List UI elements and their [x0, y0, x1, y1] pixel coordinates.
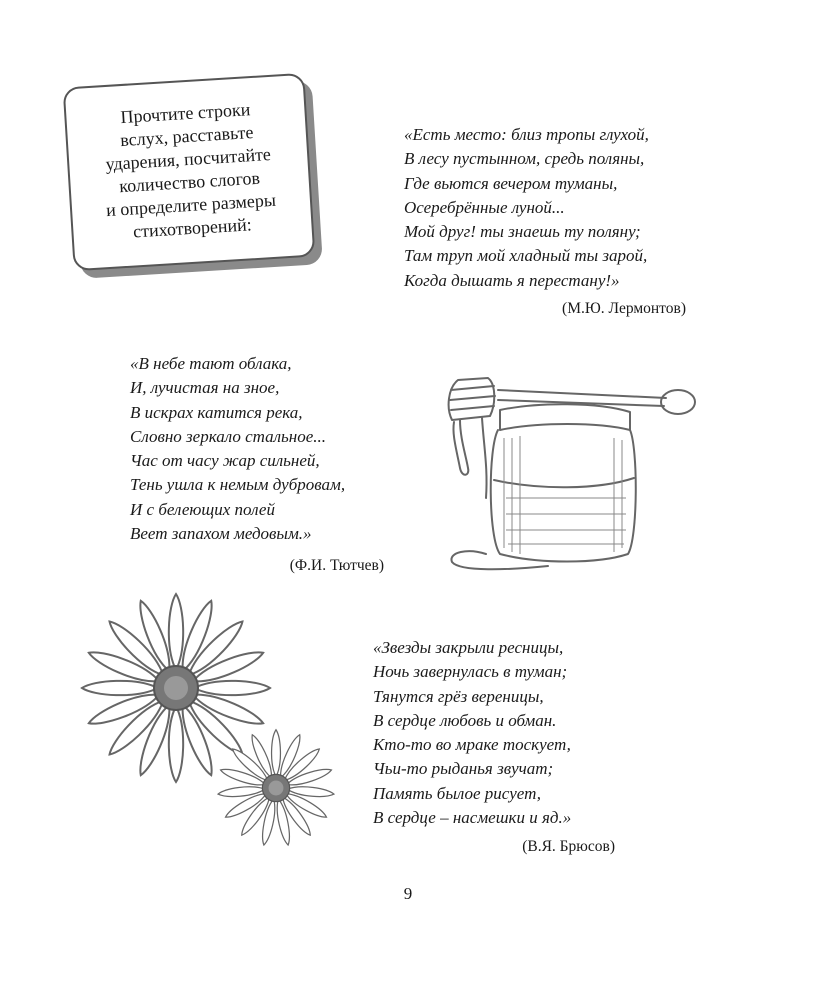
- daisy-icon: [68, 588, 343, 858]
- author-lermontov: (М.Ю. Лермонтов): [562, 300, 686, 317]
- task-instruction: Прочтите строки вслух, расставьте ударения, посчитайте количество слогов и определите размеры стихотворений:: [104, 99, 277, 242]
- poem-tyutchev: «В небе тают облака, И, лучистая на зное, В искрах катится река, Словно зеркало стальное... Час от часу жар сильней, Тень ушла к немым дубровам, И с белеющих полей Веет запахом медовым.»: [130, 354, 346, 544]
- poem-lermontov: «Есть место: близ тропы глухой, В лесу пустынном, средь поляны, Где вьются вечером туманы, Осеребрённые луной... Мой друг! ты знаешь ту поляну; Там труп мой хладный ты зарой, Когда дышать я перестану!»: [404, 125, 649, 290]
- poem-bryusov: «Звезды закрыли ресницы, Ночь завернулась в туман; Тянутся грёз вереницы, В сердце любовь и обман. Кто-то во мраке тоскует, Чьи-то рыданья звучат; Память былое рисует, В сердце – насмешки и яд.»: [373, 638, 572, 828]
- honey-jar-icon: [438, 368, 700, 578]
- author-tyutchev: (Ф.И. Тютчев): [289, 557, 384, 574]
- author-bryusov: (В.Я. Брюсов): [522, 838, 615, 855]
- task-card: [63, 73, 316, 271]
- page-number: 9: [403, 884, 413, 903]
